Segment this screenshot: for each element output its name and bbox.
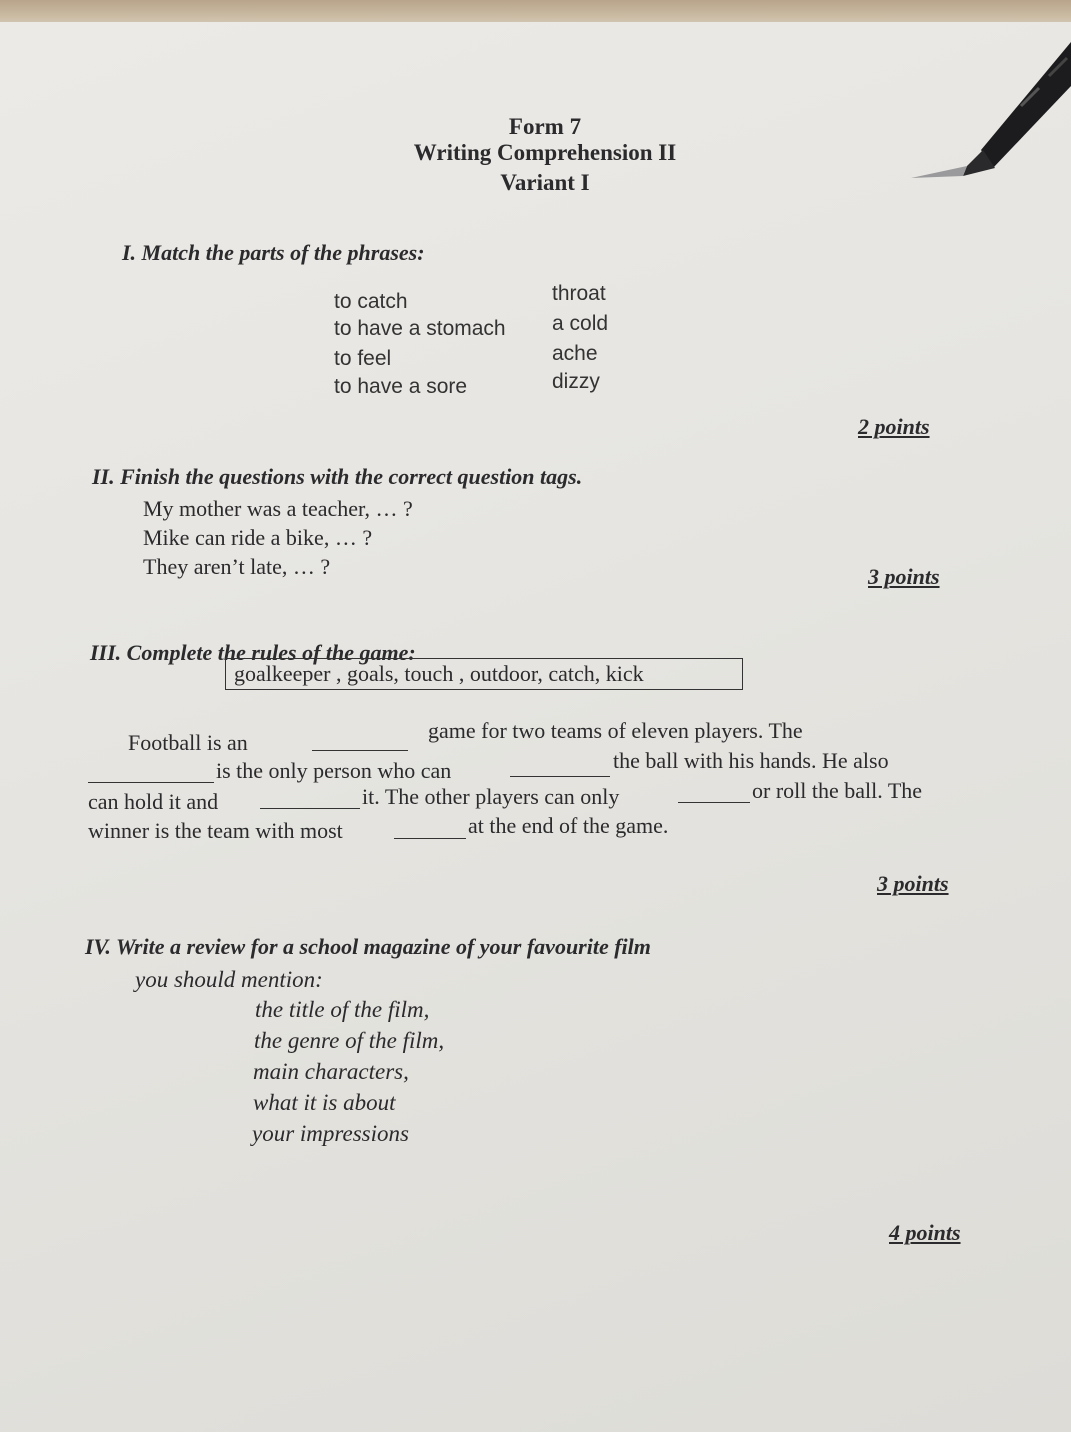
rules-line-1-end: game for two teams of eleven players. The bbox=[428, 718, 803, 743]
form-label: Form 7 bbox=[508, 114, 582, 139]
review-item-2: the genre of the film, bbox=[254, 1028, 445, 1053]
word-bank-box: goalkeeper , goals, touch , outdoor, catch, kick bbox=[225, 658, 743, 690]
worksheet-title: Writing Comprehension II bbox=[413, 140, 677, 165]
phrase-left-2: to have a stomach bbox=[334, 317, 506, 340]
question-tag-item-2: Mike can ride a bike, … ? bbox=[143, 525, 373, 550]
section-3-points: 3 points bbox=[877, 871, 949, 896]
section-4-title: IV. Write a review for a school magazine of your favourite film bbox=[85, 934, 651, 959]
section-1-points: 2 points bbox=[858, 414, 930, 439]
phrase-left-4: to have a sore bbox=[334, 375, 468, 398]
review-item-5: your impressions bbox=[252, 1121, 409, 1146]
question-tag-item-3: They aren’t late, … ? bbox=[143, 554, 331, 579]
rules-line-3-start: can hold it and bbox=[88, 789, 219, 814]
worksheet-paper bbox=[0, 22, 1071, 1432]
blank-1[interactable] bbox=[312, 732, 408, 751]
section-1-title: I. Match the parts of the phrases: bbox=[122, 240, 425, 265]
variant-label: Variant I bbox=[500, 170, 590, 195]
blank-2[interactable] bbox=[88, 764, 214, 783]
review-item-4: what it is about bbox=[253, 1090, 396, 1115]
phrase-right-2: a cold bbox=[552, 312, 609, 335]
rules-line-2-end: the ball with his hands. He also bbox=[613, 748, 889, 773]
section-3-title: III. Complete the rules of the game: bbox=[90, 640, 416, 665]
section-4-subtitle: you should mention: bbox=[135, 967, 323, 992]
phrase-left-3: to feel bbox=[334, 347, 392, 370]
rules-line-4-end: at the end of the game. bbox=[468, 813, 669, 838]
blank-4[interactable] bbox=[260, 790, 360, 809]
question-tag-item-1: My mother was a teacher, … ? bbox=[143, 496, 413, 521]
phrase-left-1: to catch bbox=[334, 290, 408, 313]
rules-line-3-middle: it. The other players can only bbox=[362, 784, 620, 809]
phrase-right-3: ache bbox=[552, 342, 598, 365]
blank-5[interactable] bbox=[678, 784, 750, 803]
phrase-right-1: throat bbox=[552, 282, 606, 305]
section-2-points: 3 points bbox=[868, 564, 940, 589]
pen-icon bbox=[871, 40, 1071, 190]
blank-3[interactable] bbox=[510, 758, 610, 777]
review-item-3: main characters, bbox=[253, 1059, 409, 1084]
section-4-points: 4 points bbox=[889, 1220, 961, 1245]
rules-line-4-start: winner is the team with most bbox=[88, 818, 343, 843]
rules-line-1-start: Football is an bbox=[128, 730, 248, 755]
rules-line-2-start: is the only person who can bbox=[216, 758, 452, 783]
blank-6[interactable] bbox=[394, 820, 466, 839]
rules-line-3-end: or roll the ball. The bbox=[752, 778, 923, 803]
section-2-title: II. Finish the questions with the correct question tags. bbox=[92, 464, 583, 489]
phrase-right-4: dizzy bbox=[552, 370, 600, 393]
review-item-1: the title of the film, bbox=[255, 997, 430, 1022]
